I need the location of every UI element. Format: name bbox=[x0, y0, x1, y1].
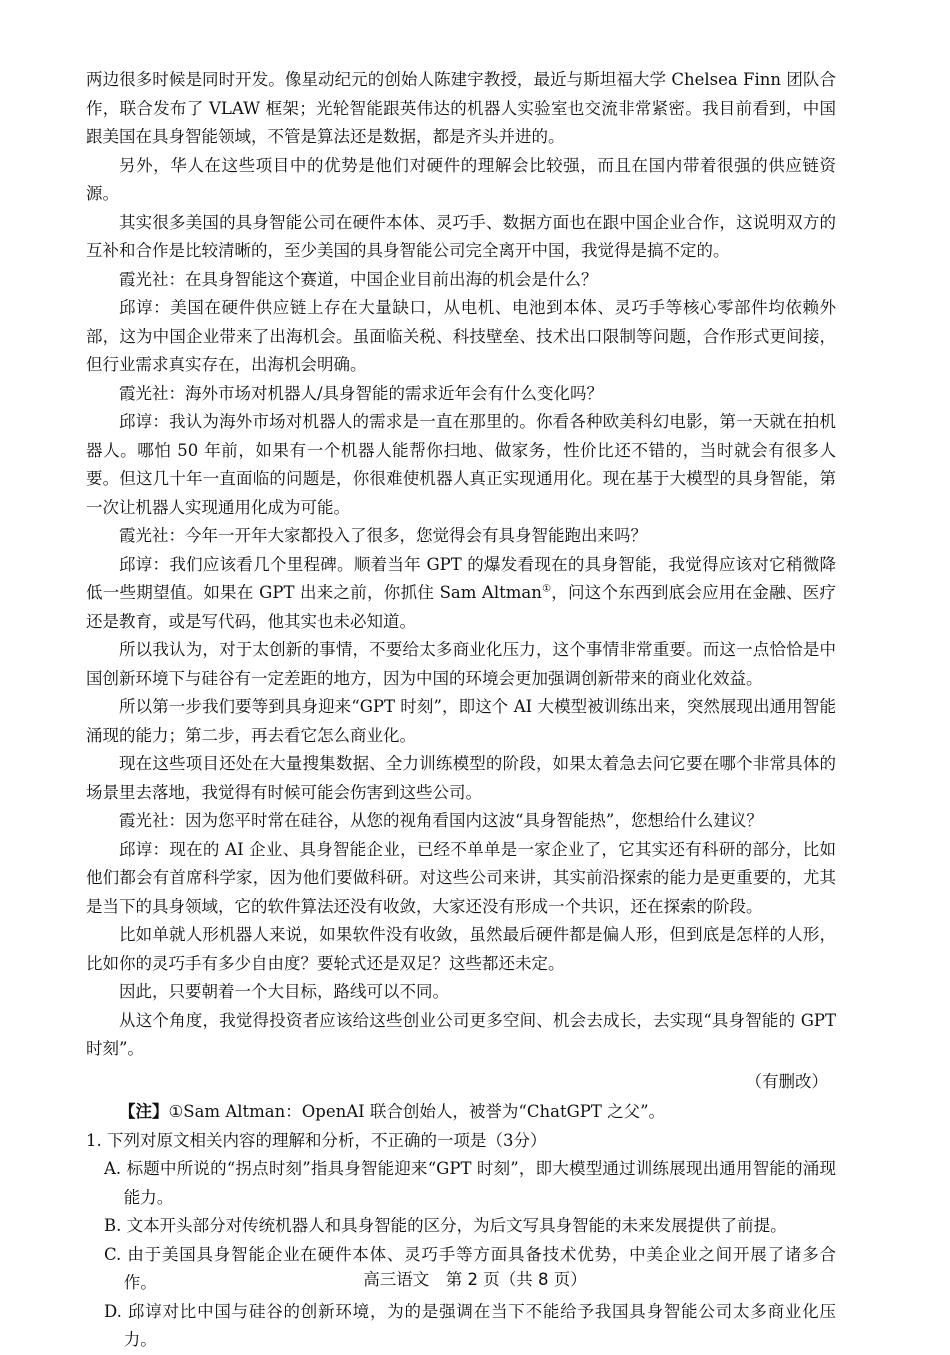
question-options bbox=[86, 1155, 836, 1355]
paragraph: 邱谆：现在的 AI 企业、具身智能企业，已经不单单是一家企业了，它其实还有科研的部分，比如他们都会有首席科学家，因为他们要做科研。对这些公司来讲，其实前沿探索的能力是更重要的，尤其是当下的具身领域，它的软件算法还没有收敛，大家还没有形成一个共识，还在探索的阶段。 bbox=[86, 839, 836, 916]
option-b[interactable]: B. 文本开头部分对传统机器人和具身智能的区分，为后文写具身智能的未来发展提供了前提。 bbox=[104, 1216, 787, 1235]
paragraph: 比如单就人形机器人来说，如果软件没有收敛，虽然最后硬件都是偏人形，但到底是怎样的人形，比如你的灵巧手有多少自由度？要轮式还是双足？这些都还未定。 bbox=[86, 925, 836, 973]
article-body bbox=[86, 66, 836, 1355]
question-stem: 1. 下列对原文相关内容的理解和分析，不正确的一项是（3分） bbox=[86, 1130, 547, 1150]
paragraph-text: ，问这个东西到底会应用在金融、医疗还是教育，或是写代码，他其实也未必知道。 bbox=[86, 583, 836, 631]
paragraph: 从这个角度，我觉得投资者应该给这些创业公司更多空间、机会去成长，去实现“具身智能的 GPT 时刻”。 bbox=[86, 1010, 836, 1058]
footnote bbox=[86, 1098, 836, 1127]
paragraph: 霞光社：海外市场对机器人/具身智能的需求近年会有什么变化吗？ bbox=[119, 383, 604, 403]
page-footer: 高三语文 第 2 页（共 8 页） bbox=[363, 1270, 587, 1289]
option-c[interactable]: C. 由于美国具身智能企业在硬件本体、灵巧手等方面具备技术优势，中美企业之间开展了诸多合作。 bbox=[104, 1244, 836, 1292]
paragraph: 霞光社：今年一开年大家都投入了很多，您觉得会有具身智能跑出来吗？ bbox=[119, 526, 647, 545]
paragraph-with-footnote bbox=[86, 551, 836, 637]
footnote-text: ①Sam Altman：OpenAI 联合创始人，被誉为“ChatGPT 之父”。 bbox=[168, 1102, 666, 1121]
paragraph: 其实很多美国的具身智能公司在硬件本体、灵巧手、数据方面也在跟中国企业合作，这说明双方的互补和合作是比较清晰的，至少美国的具身智能公司完全离开中国，我觉得是搞不定的。 bbox=[86, 212, 836, 260]
paragraph-text: 邱谆：我们应该看几个里程碑。顺着当年 GPT 的爆发看现在的具身智能，我觉得应该对它稍微降低一些期望值。如果在 GPT 出来之前，你抓住 Sam Altman bbox=[86, 554, 836, 602]
paragraph: 邱谆：美国在硬件供应链上存在大量缺口，从电机、电池到本体、灵巧手等核心零部件均依赖外部，这为中国企业带来了出海机会。虽面临关税、科技壁垒、技术出口限制等问题，合作形式更间接，但行业需求真实存在，出海机会明确。 bbox=[86, 298, 836, 374]
paragraph: 邱谆：我认为海外市场对机器人的需求是一直在那里的。你看各种欧美科幻电影，第一天就在拍机器人。哪怕 50 年前，如果有一个机器人能帮你扫地、做家务，性价比还不错的，当时就会有很多人要。但这几十年一直面临的问题是，你很难使机器人真正实现通用化。现在基于大模型的具身智能，第一次让机器人实现通用化成为可能。 bbox=[86, 412, 836, 517]
paragraph: 两边很多时候是同时开发。像星动纪元的创始人陈建宇教授，最近与斯坦福大学 Chelsea Finn 团队合作，联合发布了 VLAW 框架；光轮智能跟英伟达的机器人实验室也交流非常紧密。我目前看到，中国跟美国在具身智能领域，不管是算法还是数据，都是齐头并进的。 bbox=[86, 70, 836, 146]
paragraph: 所以第一步我们要等到具身迎来“GPT 时刻”，即这个 AI 大模型被训练出来，突然展现出通用智能涌现的能力；第二步，再去看它怎么商业化。 bbox=[86, 697, 836, 745]
footnote-label: 【注】 bbox=[119, 1102, 169, 1121]
paragraph: 另外，华人在这些项目中的优势是他们对硬件的理解会比较强，而且在国内带着很强的供应链资源。 bbox=[86, 155, 836, 203]
paragraph: 霞光社：在具身智能这个赛道，中国企业目前出海的机会是什么？ bbox=[119, 269, 598, 289]
paragraph: 所以我认为，对于太创新的事情，不要给太多商业化压力，这个事情非常重要。而这一点恰恰是中国创新环境下与硅谷有一定差距的地方，因为中国的环境会更加强调创新带来的商业化效益。 bbox=[86, 640, 836, 688]
option-d[interactable]: D. 邱谆对比中国与硅谷的创新环境，为的是强调在当下不能给予我国具身智能公司太多商业化压力。 bbox=[104, 1301, 836, 1349]
paragraph: 因此，只要朝着一个大目标，路线可以不同。 bbox=[119, 982, 449, 1001]
option-a[interactable]: A. 标题中所说的“拐点时刻”指具身智能迎来“GPT 时刻”，即大模型通过训练展现出通用智能的涌现能力。 bbox=[104, 1159, 836, 1207]
source-note: （有删改） bbox=[745, 1071, 828, 1091]
paragraph: 现在这些项目还处在大量搜集数据、全力训练模型的阶段，如果太着急去问它要在哪个非常具体的场景里去落地，我觉得有时候可能会伤害到这些公司。 bbox=[86, 754, 836, 802]
footnote-marker: ① bbox=[541, 583, 552, 595]
paragraph: 霞光社：因为您平时常在硅谷，从您的视角看国内这波“具身智能热”，您想给什么建议？ bbox=[119, 811, 763, 830]
